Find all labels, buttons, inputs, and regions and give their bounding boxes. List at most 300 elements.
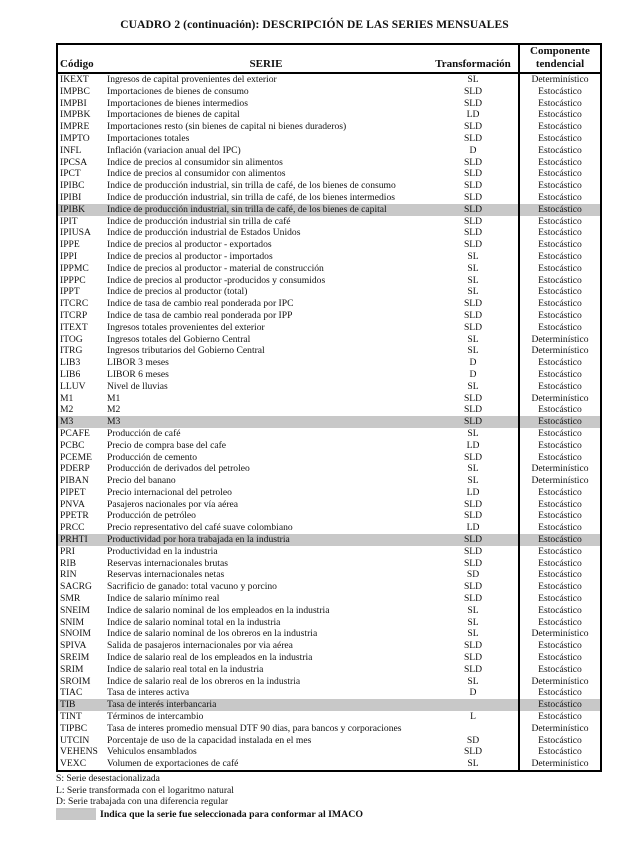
row-code: TINT (60, 711, 82, 723)
row-component: Estocástico (519, 558, 600, 570)
row-component: Estocástico (519, 381, 600, 393)
row-transformation: D (469, 687, 477, 699)
row-code: IMPBI (60, 97, 87, 109)
table-row (58, 180, 600, 192)
row-serie: LIBOR 3 meses (107, 357, 169, 369)
row-component: Estocástico (519, 510, 600, 522)
table-row (58, 605, 600, 617)
row-component: Estocástico (519, 652, 600, 664)
row-transformation: LD (466, 109, 480, 121)
row-serie: Importaciones totales (107, 132, 190, 144)
row-component: Estocástico (519, 546, 600, 558)
row-component: Determinístico (519, 676, 600, 688)
row-component: Estocástico (519, 121, 600, 133)
table-row (58, 286, 600, 298)
table-row (58, 168, 600, 180)
row-code: TIB (58, 699, 104, 711)
table-row (58, 699, 600, 711)
row-component: Estocástico (519, 98, 600, 110)
row-transformation: SLD (463, 180, 483, 192)
row-transformation: SL (467, 274, 479, 286)
row-serie: Indice de salario real total en la industria (107, 663, 264, 675)
row-code: PIBAN (60, 475, 89, 487)
row-component: Estocástico (519, 404, 600, 416)
row-transformation: SLD (463, 85, 483, 97)
row-serie: Precio del banano (107, 475, 176, 487)
table-row (58, 133, 600, 145)
row-code: IPPE (60, 239, 80, 251)
row-serie: Indice de precios al productor - importados (107, 250, 273, 262)
row-component: Estocástico (519, 746, 600, 758)
row-code: ITCRC (60, 298, 89, 310)
row-code: PCBC (60, 439, 85, 451)
row-code: SMR (60, 593, 81, 605)
row-component: Estocástico (519, 263, 600, 275)
row-serie: Nivel de lluvias (107, 380, 168, 392)
row-transformation: SLD (463, 298, 483, 310)
row-code: SPIVA (60, 640, 87, 652)
table-row (58, 735, 600, 747)
row-component: Estocástico (519, 487, 600, 499)
row-transformation: SLD (463, 168, 483, 180)
row-serie: Precio de compra base del cafe (107, 439, 227, 451)
table-row (58, 676, 600, 688)
row-component: Estocástico (519, 440, 600, 452)
row-serie: Indice de producción industrial, sin trilla de café, de los bienes intermedios (107, 191, 395, 203)
row-component: Estocástico (519, 109, 600, 121)
row-transformation: SLD (463, 97, 483, 109)
row-code: ITRG (60, 345, 83, 357)
header-code: Código (58, 45, 104, 73)
row-code: IPPT (60, 286, 80, 298)
row-code: ITOG (60, 333, 83, 345)
row-transformation: SLD (463, 215, 483, 227)
table-row (58, 558, 600, 570)
row-component: Estocástico (519, 86, 600, 98)
row-code: ITCRP (60, 309, 88, 321)
row-code: IPCT (60, 168, 81, 180)
table-row (58, 452, 600, 464)
row-serie: Indice de producción industrial sin trilla de café (107, 215, 291, 227)
table-row (58, 463, 600, 475)
row-component: Estocástico (519, 522, 600, 534)
row-serie: Indice de salario nominal de los obreros en la industria (107, 628, 318, 640)
table-row (58, 239, 600, 251)
table-row (58, 534, 600, 546)
row-code: SNEIM (60, 604, 90, 616)
row-code: INFL (60, 144, 82, 156)
row-serie: Indice de precios al consumidor con alimentos (107, 168, 286, 180)
row-serie: Indice de producción industrial, sin trilla de café, de los bienes de consumo (107, 180, 396, 192)
table-row (58, 381, 600, 393)
row-component: Determinístico (519, 758, 600, 770)
row-transformation (428, 699, 519, 711)
note-s: S: Serie desestacionalizada (56, 773, 160, 784)
notes (56, 773, 234, 808)
row-component: Estocástico (519, 369, 600, 381)
row-transformation: SLD (463, 227, 483, 239)
row-transformation: SL (467, 380, 479, 392)
table-row (58, 711, 600, 723)
row-serie: Producción de cemento (107, 451, 198, 463)
row-code: IPIBI (60, 191, 82, 203)
table-row (58, 628, 600, 640)
table-row (58, 369, 600, 381)
row-component: Estocástico (519, 357, 600, 369)
row-serie: M3 (104, 416, 428, 428)
row-transformation: LD (466, 522, 480, 534)
row-transformation: SLD (463, 309, 483, 321)
row-transformation: SLD (428, 204, 519, 216)
row-component: Estocástico (519, 711, 600, 723)
row-serie: Tasa de interés interbancaria (104, 699, 428, 711)
table-row (58, 86, 600, 98)
row-code: SROIM (60, 675, 91, 687)
row-code: IPIBC (60, 180, 85, 192)
row-transformation: SLD (463, 545, 483, 557)
row-code: VEXC (60, 758, 87, 770)
legend-swatch (56, 808, 96, 820)
row-component: Estocástico (519, 452, 600, 464)
row-component: Estocástico (519, 168, 600, 180)
row-code: IPIBK (58, 204, 104, 216)
row-transformation: SLD (463, 404, 483, 416)
row-component: Estocástico (519, 687, 600, 699)
table-row (58, 640, 600, 652)
row-component: Estocástico (519, 310, 600, 322)
row-transformation: SLD (428, 416, 519, 428)
row-component: Determinístico (519, 73, 600, 86)
row-code: UTCIN (60, 734, 90, 746)
row-serie: Importaciones de bienes intermedios (107, 97, 248, 109)
row-transformation: SL (467, 675, 479, 687)
row-component: Estocástico (519, 569, 600, 581)
row-transformation: SL (467, 616, 479, 628)
row-serie: Precio internacional del petroleo (107, 486, 232, 498)
row-transformation: SD (466, 734, 480, 746)
row-code: PDERP (60, 463, 90, 475)
row-code: IPCSA (60, 156, 88, 168)
table-row (58, 581, 600, 593)
table-row (58, 334, 600, 346)
table-row (58, 216, 600, 228)
table-row (58, 499, 600, 511)
row-serie: Indice de salario nominal de los empleados en la industria (107, 604, 330, 616)
row-transformation: SL (467, 475, 479, 487)
row-component: Estocástico (519, 593, 600, 605)
row-code: PIPET (60, 486, 86, 498)
table-row (58, 416, 600, 428)
row-code: LIB3 (60, 357, 81, 369)
row-code: TIAC (60, 687, 83, 699)
row-serie: Indice de producción industrial, sin trilla de café, de los bienes de capital (104, 204, 428, 216)
row-component: Estocástico (519, 605, 600, 617)
row-component: Estocástico (519, 664, 600, 676)
row-transformation: SLD (463, 663, 483, 675)
row-transformation: D (469, 368, 477, 380)
row-serie: Producción de petróleo (107, 510, 196, 522)
row-serie: Ingresos de capital provenientes del exterior (107, 74, 277, 85)
row-code: IMPBC (60, 85, 90, 97)
row-component: Estocástico (519, 216, 600, 228)
table-row (58, 546, 600, 558)
row-component: Estocástico (519, 581, 600, 593)
table-row (58, 275, 600, 287)
row-component: Estocástico (519, 145, 600, 157)
row-serie: Ingresos tributarios del Gobierno Central (107, 345, 265, 357)
table-row (58, 357, 600, 369)
row-serie: Indice de precios al productor - material de construcción (107, 262, 324, 274)
row-serie: Ingresos totales del Gobierno Central (107, 333, 251, 345)
row-transformation: SLD (463, 746, 483, 758)
row-transformation: SL (467, 250, 479, 262)
row-transformation: SLD (463, 132, 483, 144)
row-serie: Indice de precios al productor - exportados (107, 239, 272, 251)
row-serie: Porcentaje de uso de la capacidad instalada en el mes (107, 734, 312, 746)
table-row (58, 440, 600, 452)
table-row (58, 652, 600, 664)
row-serie: Indice de precios al productor -producidos y consumidos (107, 274, 326, 286)
row-code: TIPBC (60, 722, 88, 734)
row-serie: Indice de tasa de cambio real ponderada por IPP (107, 309, 293, 321)
table-row (58, 510, 600, 522)
row-transformation: SL (467, 758, 479, 770)
header-serie: SERIE (104, 45, 428, 73)
row-code: IPPPC (60, 274, 86, 286)
row-component: Estocástico (519, 239, 600, 251)
table-title: CUADRO 2 (continuación): DESCRIPCIÓN DE LAS SERIES MENSUALES (120, 19, 509, 31)
row-component: Estocástico (519, 275, 600, 287)
table-header-row (58, 45, 600, 73)
row-transformation: SL (467, 345, 479, 357)
row-component: Estocástico (519, 534, 600, 546)
table-row (58, 310, 600, 322)
row-transformation: SL (467, 604, 479, 616)
row-serie: Indice de precios al consumidor sin alimentos (107, 156, 283, 168)
row-transformation: D (469, 357, 477, 369)
row-serie: M1 (107, 392, 121, 404)
row-code: IPPI (60, 250, 78, 262)
row-transformation (428, 723, 519, 735)
row-code: PPETR (60, 510, 89, 522)
row-transformation: SLD (463, 191, 483, 203)
header-component: Componente tendencial (519, 45, 600, 73)
header-transformation: Transformación (428, 45, 519, 73)
row-serie: Importaciones resto (sin bienes de capital ni bienes duraderos) (107, 121, 347, 133)
row-component: Determinístico (519, 723, 600, 735)
row-code: PNVA (60, 498, 85, 510)
row-code: IPIUSA (60, 227, 91, 239)
note-l: L: Serie transformada con el logaritmo natural (56, 784, 234, 796)
row-code: M1 (60, 392, 74, 404)
table-row (58, 428, 600, 440)
legend (56, 808, 363, 820)
row-component: Estocástico (519, 227, 600, 239)
row-serie: Sacrificio de ganado: total vacuno y porcino (107, 581, 277, 593)
row-component: Determinístico (519, 475, 600, 487)
row-serie: Indice de salario real de los empleados en la industria (107, 652, 313, 664)
row-transformation: SL (467, 74, 479, 85)
table-row (58, 723, 600, 735)
table-row (58, 263, 600, 275)
row-serie: Productividad por hora trabajada en la industria (104, 534, 428, 546)
row-component: Estocástico (519, 428, 600, 440)
table-row (58, 121, 600, 133)
table-row (58, 345, 600, 357)
row-serie: Indice de producción industrial de Estados Unidos (107, 227, 301, 239)
table-row (58, 157, 600, 169)
row-transformation: D (469, 144, 477, 156)
row-serie: Indice de salario real de los obreros en la industria (107, 675, 301, 687)
table-row (58, 227, 600, 239)
row-component: Estocástico (519, 157, 600, 169)
row-serie: Productividad en la industria (107, 545, 218, 557)
table-row (58, 298, 600, 310)
row-component: Estocástico (519, 699, 600, 711)
row-code: M3 (58, 416, 104, 428)
row-code: SREIM (60, 652, 90, 664)
row-code: RIB (60, 557, 76, 569)
row-code: PRHTI (58, 534, 104, 546)
row-code: RIN (60, 569, 77, 581)
row-component: Estocástico (519, 251, 600, 263)
table-row (58, 746, 600, 758)
row-code: PCAFE (60, 427, 90, 439)
row-transformation: SLD (463, 640, 483, 652)
row-code: SNOIM (60, 628, 91, 640)
table-row (58, 522, 600, 534)
table-row (58, 475, 600, 487)
row-code: IMPTO (60, 132, 90, 144)
row-serie: Reservas internacionales netas (107, 569, 225, 581)
row-transformation: SL (467, 286, 479, 298)
table-row (58, 404, 600, 416)
row-component: Determinístico (519, 463, 600, 475)
table-row (58, 73, 600, 86)
row-transformation: SLD (463, 392, 483, 404)
table-row (58, 593, 600, 605)
table-row (58, 393, 600, 405)
row-transformation: SL (467, 427, 479, 439)
table-row (58, 322, 600, 334)
row-serie: Vehiculos ensamblados (107, 746, 197, 758)
row-serie: Producción de café (107, 427, 181, 439)
row-transformation: SLD (463, 510, 483, 522)
row-code: M2 (60, 404, 74, 416)
row-code: PCEME (60, 451, 92, 463)
row-serie: M2 (107, 404, 121, 416)
row-transformation: SLD (463, 156, 483, 168)
table-row (58, 569, 600, 581)
row-component: Determinístico (519, 334, 600, 346)
row-transformation: SL (467, 463, 479, 475)
row-serie: Términos de intercambio (107, 711, 204, 723)
table-row (58, 98, 600, 110)
row-code: SNIM (60, 616, 84, 628)
table-row (58, 251, 600, 263)
row-code: SRIM (60, 663, 84, 675)
row-transformation: SLD (428, 534, 519, 546)
table-row (58, 145, 600, 157)
row-transformation: SL (467, 262, 479, 274)
row-component: Determinístico (519, 345, 600, 357)
row-transformation: LD (466, 439, 480, 451)
table-row (58, 192, 600, 204)
row-transformation: SLD (463, 498, 483, 510)
row-component: Estocástico (519, 617, 600, 629)
row-serie: LIBOR 6 meses (107, 368, 169, 380)
row-component: Estocástico (519, 133, 600, 145)
row-code: IPPMC (60, 262, 89, 274)
row-transformation: SLD (463, 581, 483, 593)
row-component: Estocástico (519, 322, 600, 334)
row-transformation: SD (466, 569, 480, 581)
row-serie: Tasa de interes activa (107, 687, 190, 699)
table-row (58, 664, 600, 676)
row-code: IMPBK (60, 109, 91, 121)
table-row (58, 109, 600, 121)
row-serie: Salida de pasajeros internacionales por via aérea (107, 640, 293, 652)
table-row (58, 687, 600, 699)
table-body (58, 73, 600, 770)
row-serie: Tasa de interes promedio mensual DTF 90 dias, para bancos y corporaciones (107, 722, 402, 734)
row-serie: Precio representativo del café suave colombiano (107, 522, 293, 534)
row-serie: Volumen de exportaciones de café (107, 758, 239, 770)
row-component: Determinístico (519, 393, 600, 405)
legend-text: Indica que la serie fue seleccionada para conformar al IMACO (100, 808, 363, 820)
row-serie: Reservas internacionales brutas (107, 557, 228, 569)
row-component: Estocástico (519, 640, 600, 652)
row-code: ITEXT (60, 321, 88, 333)
row-component: Estocástico (519, 192, 600, 204)
series-table (56, 43, 602, 772)
row-serie: Importaciones de bienes de consumo (107, 85, 249, 97)
row-component: Determinístico (519, 628, 600, 640)
row-code: IMPRE (60, 121, 90, 133)
row-transformation: L (470, 711, 476, 723)
row-serie: Importaciones de bienes de capital (107, 109, 240, 121)
note-d: D: Serie trabajada con una diferencia regular (56, 796, 229, 807)
row-component: Estocástico (519, 735, 600, 747)
row-component: Estocástico (519, 298, 600, 310)
row-code: LIB6 (60, 368, 81, 380)
row-component: Estocástico (519, 416, 600, 428)
row-transformation: SLD (463, 451, 483, 463)
row-transformation: SLD (463, 121, 483, 133)
row-serie: Indice de salario mínimo real (107, 593, 220, 605)
row-component: Estocástico (519, 499, 600, 511)
row-transformation: SLD (463, 593, 483, 605)
row-serie: Producción de derivados del petroleo (107, 463, 250, 475)
row-component: Estocástico (519, 286, 600, 298)
row-serie: Pasajeros nacionales por vía aérea (107, 498, 239, 510)
table-row (58, 758, 600, 770)
row-transformation: SLD (463, 321, 483, 333)
row-serie: Ingresos totales provenientes del exterior (107, 321, 265, 333)
row-code: IKEXT (60, 74, 89, 85)
row-transformation: SLD (463, 557, 483, 569)
table-row (58, 487, 600, 499)
row-transformation: SLD (463, 239, 483, 251)
row-transformation: LD (466, 486, 480, 498)
row-transformation: SL (467, 628, 479, 640)
row-transformation: SLD (463, 652, 483, 664)
row-code: LLUV (60, 380, 86, 392)
row-serie: Indice de salario nominal total en la industria (107, 616, 281, 628)
row-serie: Inflación (variacion anual del IPC) (107, 144, 241, 156)
row-code: PRCC (60, 522, 85, 534)
row-code: SACRG (60, 581, 92, 593)
